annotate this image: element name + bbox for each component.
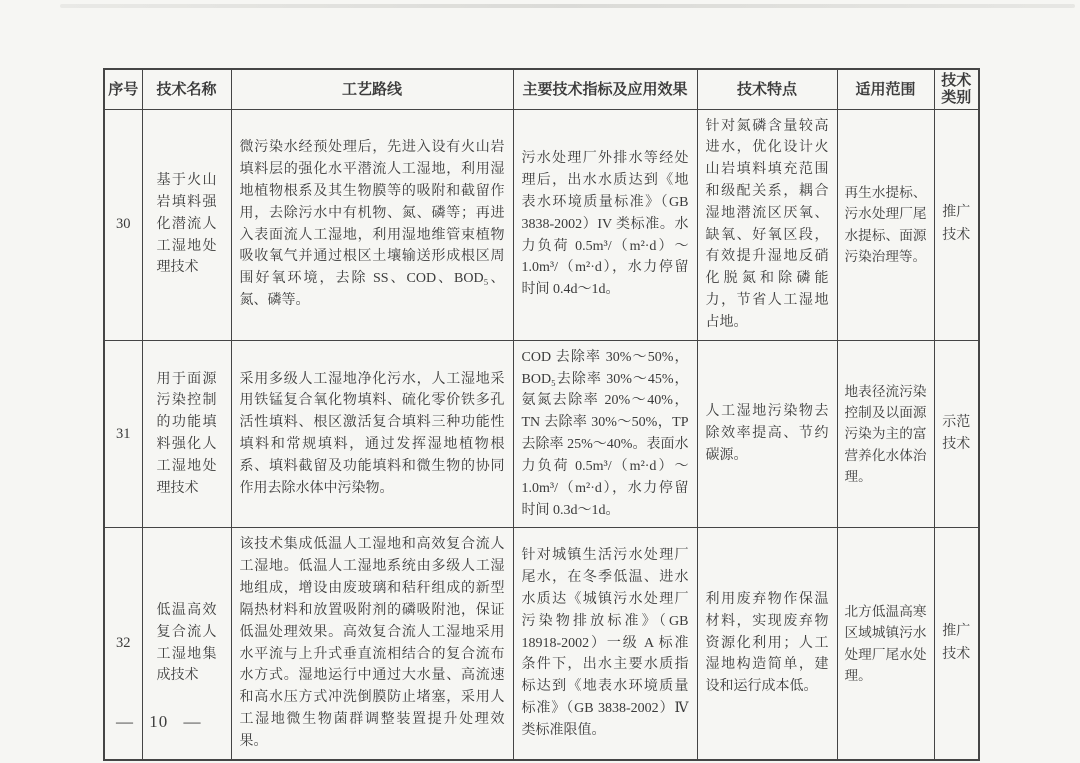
cell-category: 推广技术 [934, 109, 979, 340]
cell-indicators: 针对城镇生活污水处理厂尾水，在冬季低温、进水水质达《城镇污水处理厂污染物排放标准》（GB 18918-2002）一级 A 标准条件下，出水主要水质指标达到《地表水环境质量标准》（GB 3838-2002）Ⅳ类标准限值。 [513, 528, 697, 760]
page-number: — 10 — [116, 712, 202, 731]
cell-category: 示范技术 [934, 340, 979, 528]
column-header-tech-name: 技术名称 [142, 69, 231, 109]
cell-scope: 北方低温高寒区域城镇污水处理厂尾水处理。 [837, 528, 934, 760]
technology-table [103, 68, 980, 761]
table-row [104, 528, 979, 760]
column-header-process-route: 工艺路线 [231, 69, 513, 109]
cell-indicators: COD 去除率 30%～50%，BOD₅去除率 30%～45%，氨氮去除率 20%～40%，TN 去除率 30%～50%，TP 去除率 25%～40%。表面水力负荷 0.5m³/（m²·d）～1.0m³/（m²·d），水力停留时间 0.3d～1d。 [513, 340, 697, 528]
column-header-indicators: 主要技术指标及应用效果 [513, 69, 697, 109]
cell-serial: 32 [104, 528, 142, 760]
column-header-scope: 适用范围 [837, 69, 934, 109]
scan-artifact [60, 4, 1075, 8]
cell-category: 推广技术 [934, 528, 979, 760]
cell-scope: 地表径流污染控制及以面源污染为主的富营养化水体治理。 [837, 340, 934, 528]
cell-tech-name: 低温高效复合流人工湿地集成技术 [142, 528, 231, 760]
cell-features: 利用废弃物作保温材料，实现废弃物资源化利用；人工湿地构造简单，建设和运行成本低。 [697, 528, 837, 760]
cell-process-route: 微污染水经预处理后，先进入设有火山岩填料层的强化水平潜流人工湿地，利用湿地植物根系及其生物膜等的吸附和截留作用，去除污水中有机物、氮、磷等；再进入表面流人工湿地，利用湿地维管束植物吸收氧气并通过根区土壤输送形成根区周围好氧环境，去除 SS、COD、BOD₅、氮、磷等。 [231, 109, 513, 340]
cell-indicators: 污水处理厂外排水等经处理后，出水水质达到《地表水环境质量标准》（GB 3838-2002）IV 类标准。水力负荷 0.5m³/（m²·d）～1.0m³/（m²·d），水力停留时间 0.4d～1d。 [513, 109, 697, 340]
cell-serial: 30 [104, 109, 142, 340]
column-header-serial: 序号 [104, 69, 142, 109]
cell-features: 人工湿地污染物去除效率提高、节约碳源。 [697, 340, 837, 528]
cell-scope: 再生水提标、污水处理厂尾水提标、面源污染治理等。 [837, 109, 934, 340]
table-row [104, 109, 979, 340]
column-header-category: 技术类别 [934, 69, 979, 109]
cell-tech-name: 基于火山岩填料强化潜流人工湿地处理技术 [142, 109, 231, 340]
cell-process-route: 采用多级人工湿地净化污水，人工湿地采用铁锰复合氧化物填料、硫化零价铁多孔活性填料、根区激活复合填料三种功能性填料和常规填料，通过发挥湿地植物根系、填料截留及功能填料和微生物的协同作用去除水体中污染物。 [231, 340, 513, 528]
cell-features: 针对氮磷含量较高进水，优化设计火山岩填料填充范围和级配关系，耦合湿地潜流区厌氧、缺氧、好氧区段，有效提升湿地反硝化脱氮和除磷能力，节省人工湿地占地。 [697, 109, 837, 340]
table-header-row [104, 69, 979, 109]
table-row [104, 340, 979, 528]
cell-process-route: 该技术集成低温人工湿地和高效复合流人工湿地。低温人工湿地系统由多级人工湿地组成，增设由废玻璃和秸秆组成的新型隔热材料和放置吸附剂的磷吸附池，保证低温处理效果。高效复合流人工湿地采用水平流与上升式垂直流相结合的复合流布水方式。湿地运行中通过大水量、高流速和高水压方式冲洗倒膜防止堵塞，采用人工湿地微生物菌群调整装置提升处理效果。 [231, 528, 513, 760]
cell-serial: 31 [104, 340, 142, 528]
column-header-features: 技术特点 [697, 69, 837, 109]
cell-tech-name: 用于面源污染控制的功能填料强化人工湿地处理技术 [142, 340, 231, 528]
